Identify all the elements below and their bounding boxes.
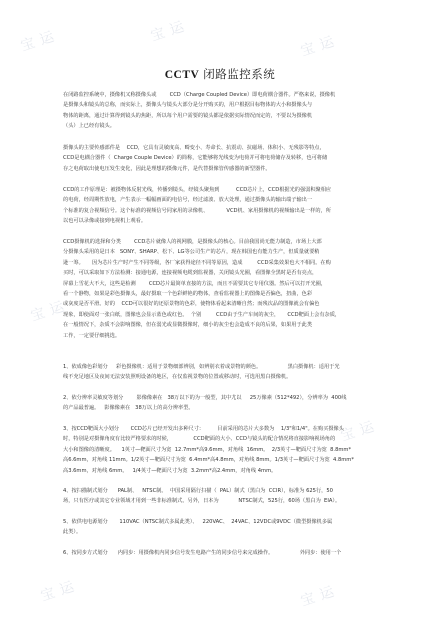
- watermark: 宝运: [148, 17, 192, 45]
- paragraph-ccd-selection: CCD摄像机的选择和分类 CCD芯片就像人的视网膜，是摄像头的核心。目前我国尚无能力制造，市场上大部 分摄像头采用的是日本 SONY、SHARP、松下、LG等公司生产的芯片，现在韩国也有能力生产，但质量就要稍 逊一筹。 因为芯片生产时产生不同等级，各厂家获得途径不同等原因，造成 CCD采集效果也大不相同。在购 买时，可以采取如下方法检测：接通电源，连接视频电缆到监视器，关闭镜头光圈，看图像全黑时是否有亮点， 屏幕上雪花大不大，这些是检测 CCD芯片最简单直接的方法，而且不需要其它专用仪器。然后可以打开光圈， 看一个静物，如果是彩色摄像头，最好摄取一个色彩鲜艳的物体，查看监视器上的图像是否偏色，扭曲，色彩 或灰度是否平滑。好的 CCD可以很好的还原景物的色彩，使物体看起来清晰自然；而残次品的图像就会有偏色 现象，即使面对一张白纸，图像也会显示蓝色或红色。 个别 CCD由于生产车间的灰尘， CCD靶面上会有杂质， 在一般情况下，杂质不会影响图像，但在弱光或显微摄像时，细小的灰尘也会造成不良的后果，如果用于此类 工作，一定要仔细挑选。: [63, 239, 341, 339]
- paragraph-ccd-principle: CCD的工作原理是：被摄物体反射光线，传播到镜头，经镜头聚焦到 CCD芯片上，CCD根据光的强弱积聚相应 的电荷，经周期性放电，产生表示一幅幅画面的电信号，经过滤波、放大处理，通过摄像头的输出端子输出一 个标准的复合视频信号。这个标准的视频信号同家用的录像机、 VCD机、家用摄像机的视频输出是一样的，所 以也可以录像或接到电视机上观看。: [63, 187, 332, 225]
- paragraph-resolution-classification: 2、依分辨率灵敏度等划分 影像像素在 38万以下的为一般型，其中尤以 25万像素（512*492），分辨率为 400线 的产品最普遍。 影像像素在 38万以上的高分辨率型。: [63, 395, 347, 412]
- paragraph-sync-mode: 6、按同步方式划分 内同步：用摄像机内同步信号发生电路产生的同步信号来完成操作。 外同步：使用一个: [63, 550, 342, 556]
- watermark: 宝运: [18, 27, 62, 55]
- watermark: 宝运: [298, 32, 342, 60]
- watermark: 宝运: [298, 582, 342, 610]
- paragraph-intro: 在闭路监控系统中，摄像机又称摄像头或 CCD（Charge Coupled Device）即电荷耦合器件。严格来说，摄像机 是摄像头和镜头的总称，而实际上，摄像头与镜头大部分是分开购买的，用户根据目标物体的大小和摄像头与 物体的距离，通过计算得到镜头的焦距，所以每个用户需要的镜头都是依据实际情况而定的，不要以为摄像机 （头）上已经有镜头。: [63, 92, 336, 130]
- watermark: 宝运: [338, 417, 382, 445]
- paragraph-color-classification: 1、依成像色彩划分 彩色摄像机：适用于景物细部辨别，如辨别衣着或景物的颜色。 黑白摄像机：适用于光 线不充足地区及夜间无法安装照明设备的地区，在仅监视景物的位置或移动时，可选用黑白摄像机。: [63, 364, 340, 381]
- paragraph-ccd-size-classification: 3、按CCD靶面大小划分 CCD芯片已经开发出多种尺寸： 目前采用的芯片大多数为 1/3"和1/4"。在购买摄像头 时，特别是对摄像角度有比较严格要求的时候， CCD靶面的大小、CCD与镜头的配合情况将直接影响视场角的 大小和图像的清晰度。 1英寸—靶面尺寸为宽 12.7mm*高9.6mm，对角线 16mm。 2/3英寸—靶面尺寸为宽 8.8mm* 高6.6mm，对角线 11mm。1/2英寸—靶面尺寸为宽 6.4mm*高4.8mm，对角线 8mm。1/3英寸—靶面尺寸为宽 4.8mm* 高3.6mm，对角线 6mm。 1/4英寸—靶面尺寸为宽 3.2mm*高2.4mm，对角线 4mm。: [63, 426, 354, 474]
- title-en: CCTV: [164, 69, 200, 81]
- watermark: 宝运: [28, 297, 72, 325]
- document-title: [0, 66, 440, 82]
- paragraph-power-supply: 5、依供电电源划分 110VAC（NTSC制式多属此类）、 220VAC、 24VAC、12VDC或9VDC（微型摄像机多属 此类）。: [63, 519, 333, 536]
- paragraph-scan-standard: 4、按扫描制式划分 PAL制、 NTSC制。 中国采用隔行扫描（ PAL）制式（黑白为 CCIR），标准为 625行，50 场，只有医疗或其它专业领域才用到一些非标准制式。另外，日本为 NTSC制式，525行，60场（黑白为 EIA）。: [63, 488, 341, 505]
- title-cn: 闭路监控系统: [203, 69, 276, 81]
- paragraph-ccd-sensor: 摄像头的主要传感部件是 CCD，它具有灵敏度高、畸变小、寿命长、抗震动、抗磁场、体积小、无残影等特点， CCD是电耦合器件（ Charge Couple Device）的简称，它能够将光线变为电荷并可将电荷储存及转移，也可将储 存之电荷取出使电压发生变化，因此是理想的摄像元件，是代替摄像管传感器的新型器件。: [63, 145, 328, 172]
- watermark: 宝运: [38, 577, 82, 605]
